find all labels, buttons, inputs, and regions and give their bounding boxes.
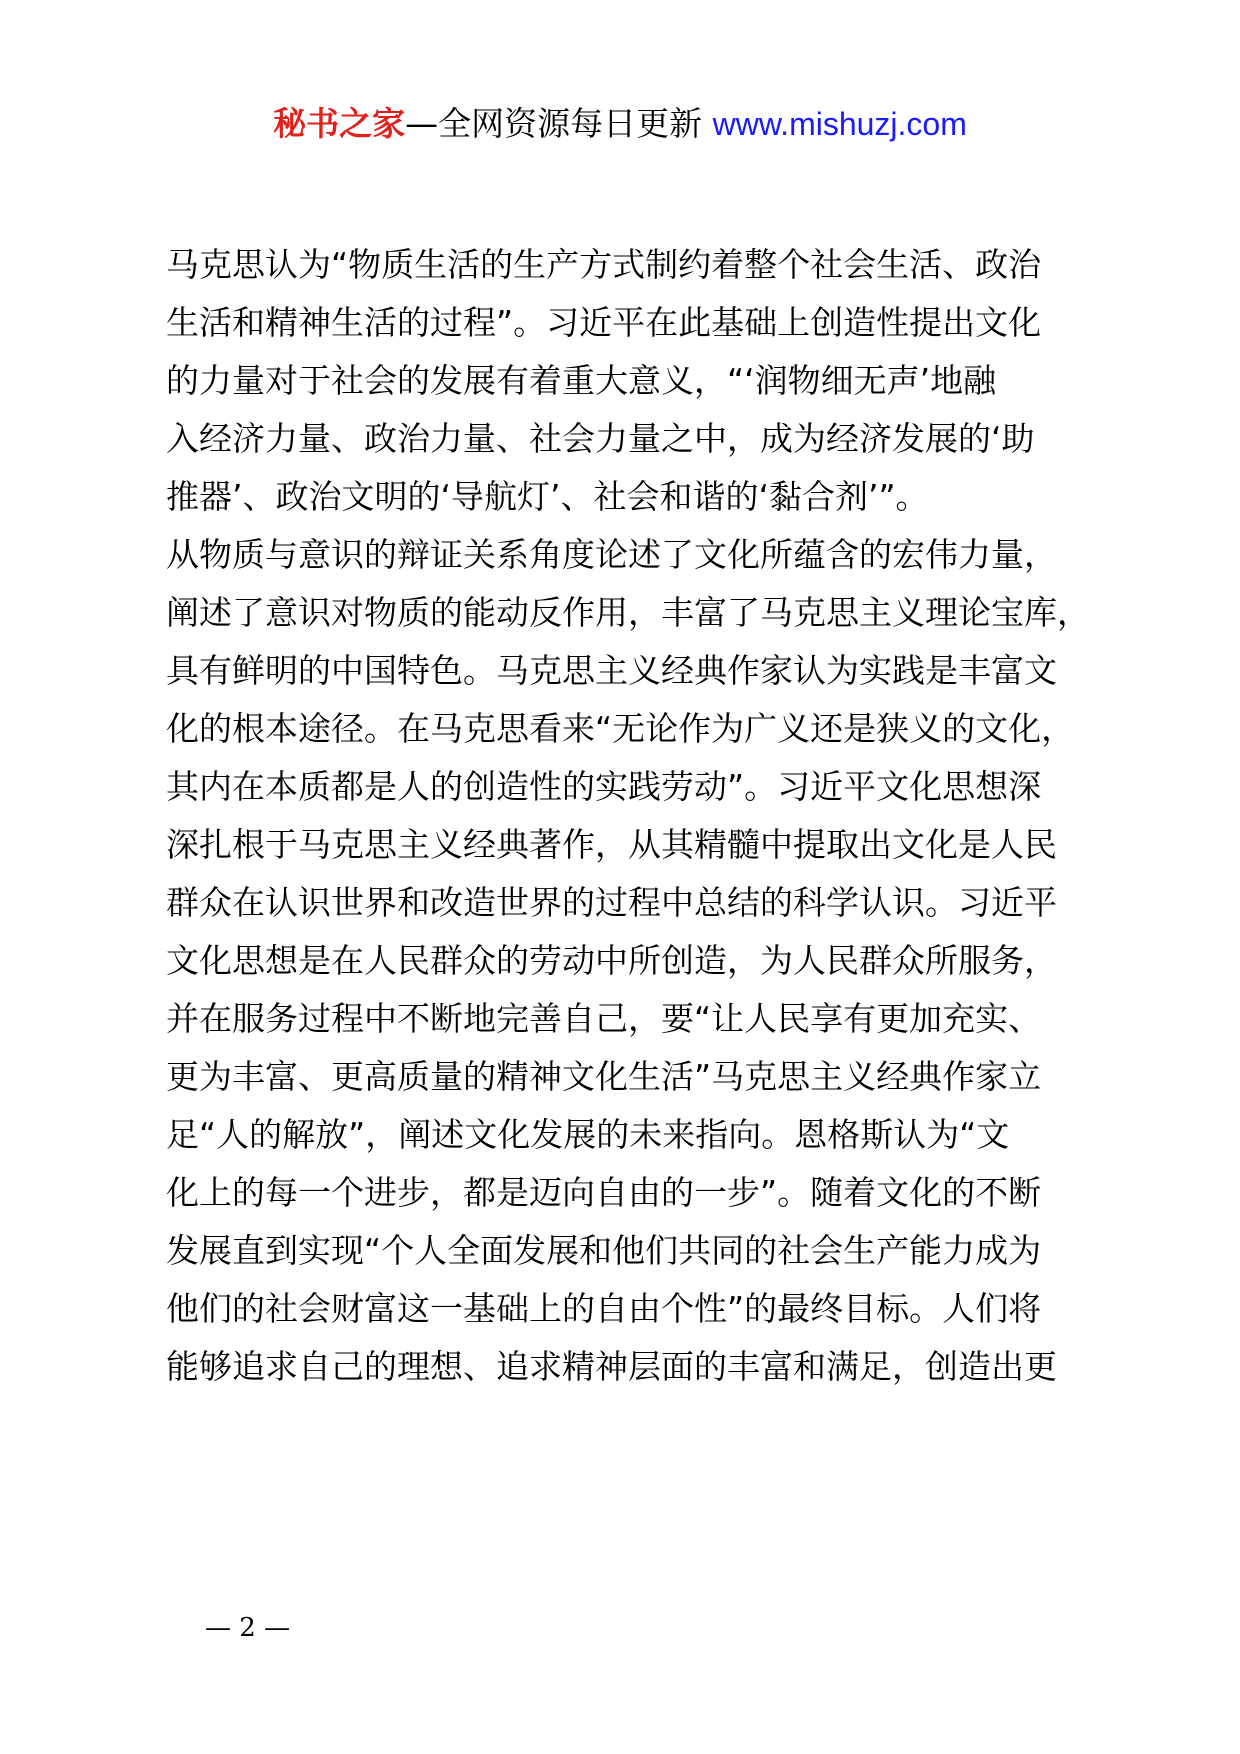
body-line: 具有鲜明的中国特色。马克思主义经典作家认为实践是丰富文 (166, 651, 1057, 690)
header-slogan: —全网资源每日更新 (405, 104, 713, 143)
page-number: — 2 — (205, 1613, 291, 1643)
body-line: 更为丰富、更高质量的精神文化生活”马克思主义经典作家立 (166, 1057, 1042, 1096)
website-url[interactable]: www.mishuzj.com (712, 106, 967, 142)
body-line: 文化思想是在人民群众的劳动中所创造，为人民群众所服务， (166, 941, 1057, 980)
body-line: 生活和精神生活的过程”。习近平在此基础上创造性提出文化 (166, 303, 1042, 342)
site-header (0, 100, 1240, 148)
body-line: 推器’、政治文明的‘导航灯’、社会和谐的‘黏合剂’”。 (166, 477, 929, 516)
body-line: 群众在认识世界和改造世界的过程中总结的科学认识。习近平 (166, 883, 1057, 922)
body-line: 其内在本质都是人的创造性的实践劳动”。习近平文化思想深 (166, 767, 1042, 806)
body-line: 入经济力量、政治力量、社会力量之中，成为经济发展的‘助 (166, 419, 1035, 458)
body-line: 深扎根于马克思主义经典著作，从其精髓中提取出文化是人民 (166, 825, 1057, 864)
body-line: 从物质与意识的辩证关系角度论述了文化所蕴含的宏伟力量， (166, 535, 1057, 574)
body-line: 并在服务过程中不断地完善自己，要“让人民享有更加充实、 (166, 999, 1042, 1038)
body-line: 马克思认为“物质生活的生产方式制约着整个社会生活、政治 (166, 245, 1042, 284)
body-line: 化上的每一个进步，都是迈向自由的一步”。随着文化的不断 (166, 1173, 1042, 1212)
body-line: 化的根本途径。在马克思看来“无论作为广义还是狭义的文化， (166, 709, 1075, 748)
brand-name: 秘书之家 (273, 104, 406, 143)
body-line: 足“人的解放”，阐述文化发展的未来指向。恩格斯认为“文 (166, 1115, 1010, 1154)
body-line: 能够追求自己的理想、追求精神层面的丰富和满足，创造出更 (166, 1347, 1057, 1386)
body-line: 发展直到实现“个人全面发展和他们共同的社会生产能力成为 (166, 1231, 1042, 1270)
body-line: 阐述了意识对物质的能动反作用，丰富了马克思主义理论宝库， (166, 593, 1090, 632)
body-line: 他们的社会财富这一基础上的自由个性”的最终目标。人们将 (166, 1289, 1042, 1328)
body-line: 的力量对于社会的发展有着重大意义，“‘润物细无声’地融 (166, 361, 997, 400)
